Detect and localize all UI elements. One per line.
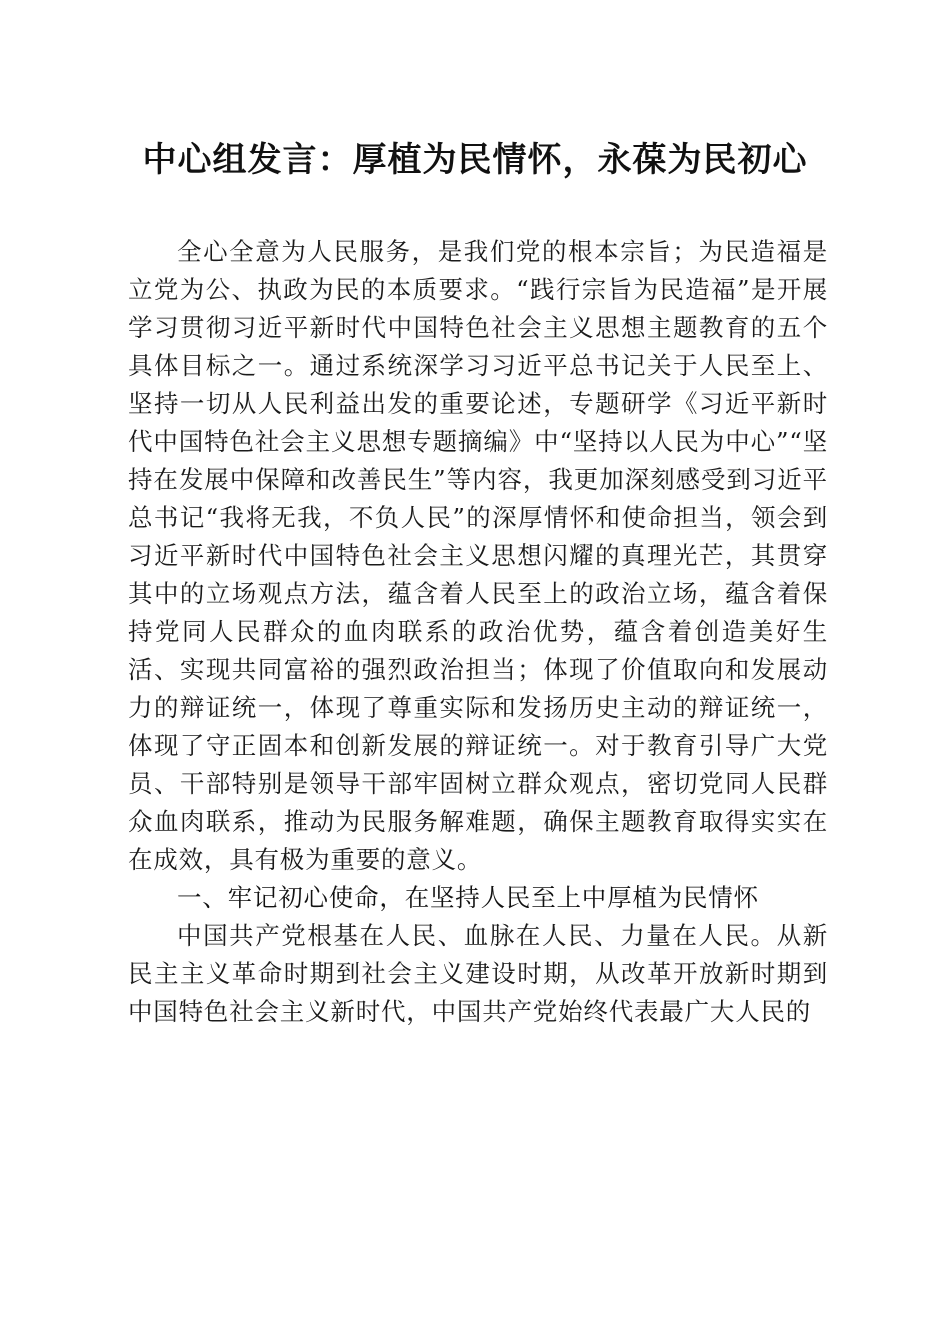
intro-paragraph: 全心全意为人民服务，是我们党的根本宗旨；为民造福是立党为公、执政为民的本质要求。“践行宗旨为民造福”是开展学习贯彻习近平新时代中国特色社会主义思想主题教育的五个具体目标之一。通过系统深学习习近平总书记关于人民至上、坚持一切从人民利益出发的重要论述，专题研学《习近平新时代中国特色社会主义思想专题摘编》中“坚持以人民为中心”“坚持在发展中保障和改善民生”等内容，我更加深刻感受到习近平总书记“我将无我，不负人民”的深厚情怀和使命担当，领会到习近平新时代中国特色社会主义思想闪耀的真理光芒，其贯穿其中的立场观点方法，蕴含着人民至上的政治立场，蕴含着保持党同人民群众的血肉联系的政治优势，蕴含着创造美好生活、实现共同富裕的强烈政治担当；体现了价值取向和发展动力的辩证统一，体现了尊重实际和发扬历史主动的辩证统一，体现了守正固本和创新发展的辩证统一。对于教育引导广大党员、干部特别是领导干部牢固树立群众观点，密切党同人民群众血肉联系，推动为民服务解难题，确保主题教育取得实实在在成效，具有极为重要的意义。 — [128, 237, 828, 874]
section-1-paragraph: 中国共产党根基在人民、血脉在人民、力量在人民。从新民主主义革命时期到社会主义建设时期，从改革开放新时期到中国特色社会主义新时代，中国共产党始终代表最广大人民的 — [128, 921, 828, 1026]
document-title: 中心组发言：厚植为民情怀，永葆为民初心 — [142, 140, 808, 180]
section-heading-1: 一、牢记初心使命，在坚持人民至上中厚植为民情怀 — [177, 883, 759, 912]
document-body — [128, 233, 828, 1031]
